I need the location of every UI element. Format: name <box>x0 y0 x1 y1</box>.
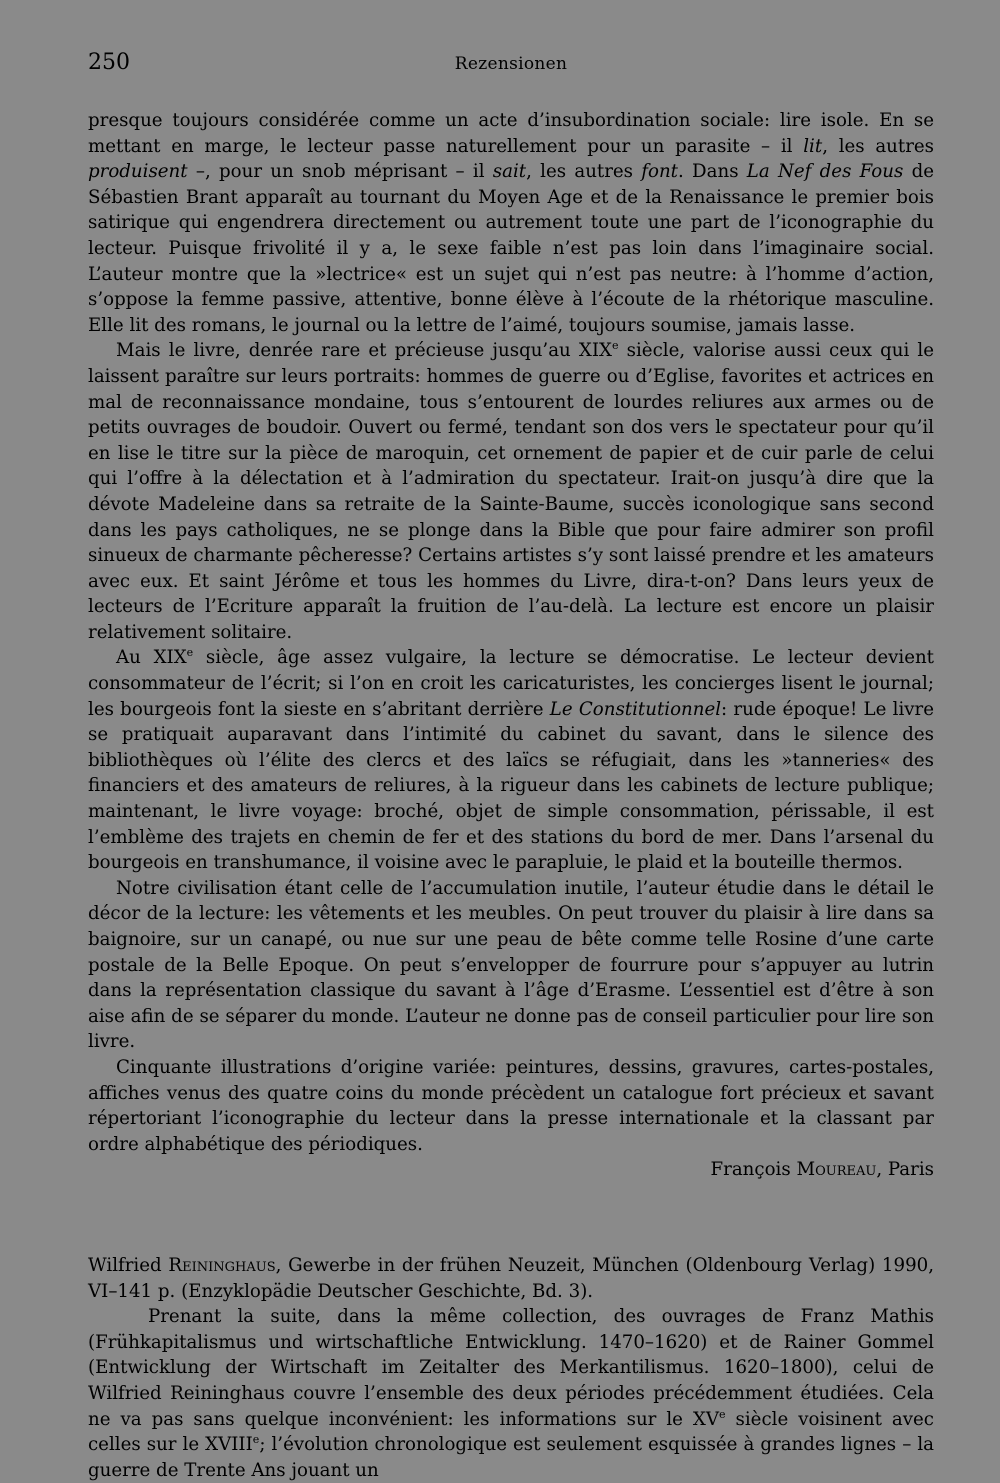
page <box>88 50 934 1483</box>
review2 <box>88 1253 934 1483</box>
review2-bibliography: Wilfried Reininghaus, Gewerbe in der frühen Neuzeit, München (Oldenbourg Verlag) 1990, VI–141 p. (Enzyklopädie Deutscher Geschichte, Bd. 3). <box>88 1254 934 1302</box>
review1-paragraph-5: Cinquante illustrations d’origine variée: peintures, dessins, gravures, cartes-postales, affiches venus des quatre coins du monde précèdent un catalogue fort précieux et savant répertoriant l’iconographie du lecteur dans la presse internationale et la classant par ordre alphabétique des périodiques. <box>88 1056 934 1155</box>
article-body <box>88 108 934 1483</box>
page-number: 250 <box>88 50 130 75</box>
review1-signature: François Moureau, Paris <box>710 1159 934 1181</box>
review1-paragraph-1: presque toujours considérée comme un acte d’insubordination sociale: lire isole. En se mettant en marge, le lecteur passe naturellement pour un parasite – il lit, les autres produisent –, pour un snob méprisant – il sait, les autres font. Dans La Nef des Fous de Sébastien Brant apparaît au tournant du Moyen Age et de la Renaissance le premier bois satirique qui engendrera directement ou autrement toute une part de l’iconographie du lecteur. Puisque frivolité il y a, le sexe faible n’est pas loin dans l’imaginaire social. L’auteur montre que la »lectrice« est un sujet qui n’est pas neutre: à l’homme d’action, s’oppose la femme passive, attentive, bonne élève à l’écoute de la rhétorique masculine. Elle lit des romans, le journal ou la lettre de l’aimé, toujours soumise, jamais lasse. <box>88 110 934 336</box>
review1-paragraph-4: Notre civilisation étant celle de l’accumulation inutile, l’auteur étudie dans le détail le décor de la lecture: les vêtements et les meubles. On peut trouver du plaisir à lire dans sa baignoire, sur un canapé, ou nue sur une peau de bête comme telle Rosine d’une carte postale de la Belle Epoque. On peut s’envelopper de fourrure pour s’appuyer au lutrin dans la représentation classique du savant à l’âge d’Erasme. L’essentiel est d’être à son aise afin de se séparer du monde. L’auteur ne donne pas de conseil particulier pour lire son livre. <box>88 877 934 1053</box>
review1-paragraph-3: Au XIXe siècle, âge assez vulgaire, la lecture se démocratise. Le lecteur devient consommateur de l’écrit; si l’on en croit les caricaturistes, les concierges lisent le journal; les bourgeois font la sieste en s’abritant derrière Le Constitutionnel: rude époque! Le livre se pratiquait auparavant dans l’intimité du cabinet du savant, dans le silence des bibliothèques où l’élite des clercs et des laïcs se réfugiait, dans les »tanneries« des financiers et des amateurs de reliures, à la rigueur dans les cabinets de lecture publique; maintenant, le livre voyage: broché, objet de simple consommation, périssable, il est l’emblème des trajets en chemin de fer et des stations du bord de mer. Dans l’arsenal du bourgeois en transhumance, il voisine avec le parapluie, le plaid et la bouteille thermos. <box>88 646 935 874</box>
review2-paragraph-1: Prenant la suite, dans la même collection, des ouvrages de Franz Mathis (Frühkapitalismus und wirtschaftliche Entwicklung. 1470–1620) et de Rainer Gommel (Entwicklung der Wirtschaft im Zeitalter des Merkantilismus. 1620–1800), celui de Wilfried Reininghaus couvre l’ensemble des deux périodes précédemment étudiées. Cela ne va pas sans quelque inconvénient: les informations sur le XVe siècle voisinent avec celles sur le XVIIIe; l’évolution chronologique est seulement esquissée à grandes lignes – la guerre de Trente Ans jouant un <box>88 1306 934 1481</box>
page-header <box>88 50 934 80</box>
review1-paragraph-2: Mais le livre, denrée rare et précieuse jusqu’au XIXe siècle, valorise aussi ceux qui le laissent paraître sur leurs portraits: hommes de guerre ou d’Eglise, favorites et actrices en mal de reconnaissance mondaine, tous s’entourent de lourdes reliures aux armes ou de petits ouvrages de boudoir. Ouvert ou fermé, tendant son dos vers le spectateur pour qu’il en lise le titre sur la pièce de maroquin, cet ornement de papier et de cuir parle de celui qui l’offre à la délectation et à l’admiration du spectateur. Irait-on jusqu’à dire que la dévote Madeleine dans sa retraite de la Sainte-Baume, succès iconologique sans second dans les pays catholiques, ne se plonge dans la Bible que pour faire admirer son profil sinueux de charmante pêcheresse? Certains artistes s’y sont laissé prendre et les amateurs avec eux. Et saint Jérôme et tous les hommes du Livre, dira-t-on? Dans leurs yeux de lecteurs de l’Ecriture apparaît la fruition de l’au-delà. La lecture est encore un plaisir relativement solitaire. <box>88 339 935 643</box>
running-head: Rezensionen <box>454 54 568 74</box>
